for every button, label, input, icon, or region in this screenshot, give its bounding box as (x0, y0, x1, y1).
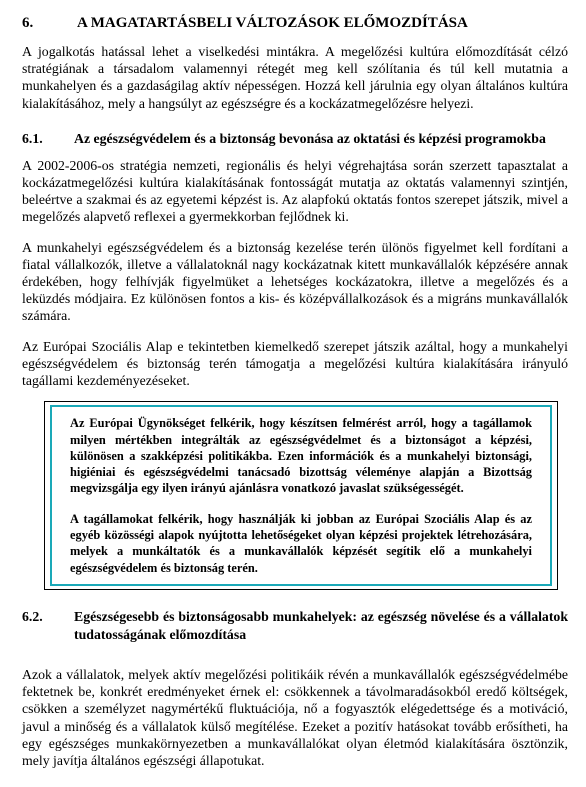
section-6-number: 6. (22, 15, 34, 31)
section-6-2-paragraph: Azok a vállalatok, melyek aktív megelőzési politikáik révén a munkavállalók egészségvédelmébe fektetnek be, konkrét eredményeket érnek el: csökkennek a távolmaradásokból eredő költségek, csökken a személyzet nagymértékű fluktuációja, nő a fogyasztók elégedettsége és a motiváció, javul a minőség és a vállalatok külső megítélése. Ezeket a pozitív hatásokat tovább erősítheti, ha egy egészséges munkakörnyezetben a munkavállalókat olyan életmód kialakítására ösztönzik, mely javítja általános egészségi állapotukat. (22, 666, 568, 768)
section-6-2-number: 6.2. (22, 608, 43, 624)
section-6-2-title: Egészségesebb és biztonságosabb munkahelyek: az egészség növelése és a vállalatok tudatosságának előmozdítása (74, 608, 568, 642)
section-6-title: A MAGATARTÁSBELI VÁLTOZÁSOK ELŐMOZDÍTÁSA (77, 15, 468, 31)
highlight-box (44, 401, 558, 590)
section-6-heading (22, 14, 568, 32)
section-6-1-title: Az egészségvédelem és a biztonság bevonása az oktatási és képzési programokba (74, 130, 546, 146)
section-6-1-heading (22, 130, 568, 148)
section-6-1-paragraph-2: A munkahelyi egészségvédelem és a biztonság kezelése terén ülönös figyelmet kell fordítani a fiatal vállalkozók, illetve a vállalatoknál nagy kockázatnak kitett munkavállalók képzésére annak érdekében, hogy felhívják figyelmüket a lehetséges kockázatokra, illetve a megelőzés és a leküzdés módjaira. Ez különösen fontos a kis- és középvállalkozások és a migráns munkavállalók számára. (22, 239, 568, 324)
section-6-1-paragraph-1: A 2002-2006-os stratégia nemzeti, regionális és helyi végrehajtása során szerzett tapasztalat a kockázatmegelőzési kultúra kialakításának fontosságát mutatja az oktatás valamennyi szintjén, beleértve a szakmai és az egyetemi képzést is. Az alapfokú oktatás fontos szerepet játszik, mivel a megelőzés alapvető reflexei a gyermekkorban fejlődnek ki. (22, 157, 568, 225)
highlight-box-paragraph-2: A tagállamokat felkérik, hogy használják ki jobban az Európai Szociális Alap és az egyéb közösségi alapok nyújtotta lehetőségeket olyan képzési projektek létrehozására, melyek a munkáltatók és a munkavállalók képzését segítik elő a munkahelyi egészségvédelem és biztonság terén. (70, 511, 532, 575)
highlight-box-inner (50, 405, 552, 586)
section-6-intro: A jogalkotás hatással lehet a viselkedési mintákra. A megelőzési kultúra előmozdítását célzó stratégiának a társadalom valamennyi rétegét meg kell szólítania és túl kell mutatnia a munkahelyen és a gazdaságilag aktív népességen. Hozzá kell járulnia egy olyan általános kultúra kialakításához, mely a hangsúlyt az egészségre és a kockázatmegelőzésre helyezi. (22, 44, 568, 111)
section-6-2-heading (22, 608, 568, 644)
document-page (22, 14, 568, 769)
highlight-box-paragraph-1: Az Európai Ügynökséget felkérik, hogy készítsen felmérést arról, hogy a tagállamok milyen mértékben integrálták az egészségvédelmet és a biztonságot a képzési, különösen a szakképzési politikákba. Ezen információk és a munkahelyi biztonsági, higiéniai és egészségvédelmi tanácsadó bizottság véleménye alapján a Bizottság megvizsgálja egy ilyen irányú ajánlásra vonatkozó javaslat szükségességét. (70, 416, 532, 496)
section-6-1-paragraph-3: Az Európai Szociális Alap e tekintetben kiemelkedő szerepet játszik azáltal, hogy a munkahelyi egészségvédelem és biztonság terén támogatja a megelőzési kultúra kialakítására irányuló tagállami kezdeményezéseket. (22, 338, 568, 389)
section-6-1-number: 6.1. (22, 130, 43, 146)
